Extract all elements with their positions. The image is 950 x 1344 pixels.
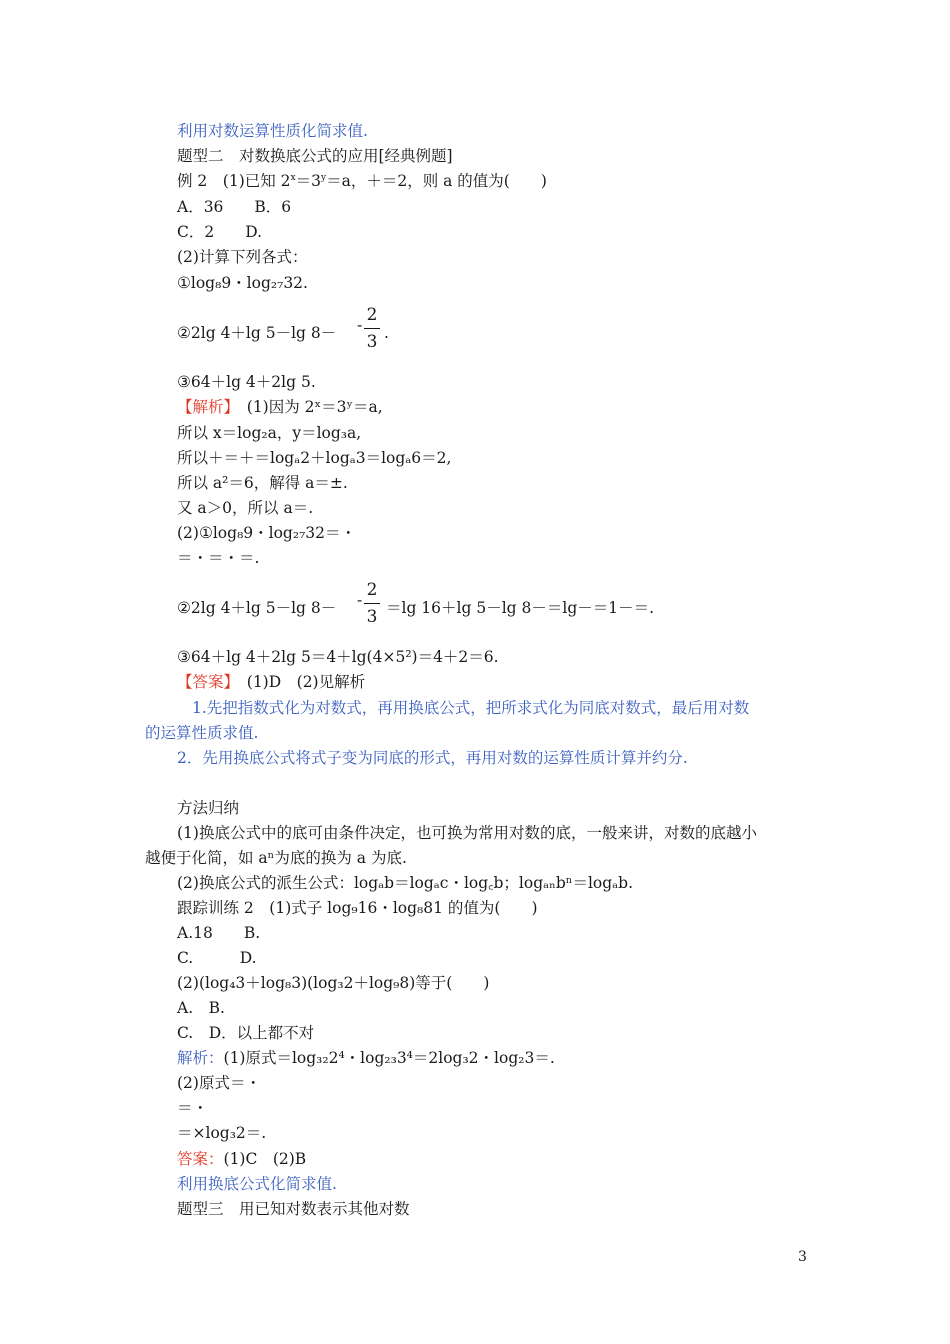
example2-text-b: ＝3 bbox=[295, 172, 321, 190]
analysis-text: (1)因为 2ˣ＝3ʸ＝a, bbox=[231, 398, 383, 416]
l8-neg-sign: - bbox=[357, 591, 363, 609]
fraction-numerator: 2 bbox=[366, 580, 378, 600]
solution-line3: ＝・ bbox=[177, 1099, 209, 1117]
q2-fraction bbox=[364, 304, 380, 353]
training-answer-text: (1)C (2)B bbox=[223, 1150, 307, 1168]
method-line1a: (1)换底公式中的底可由条件决定，也可换为常用对数的底，一般来讲，对数的底越小 bbox=[177, 824, 757, 842]
analysis-line4: 所以 a²＝6，解得 a＝±. bbox=[177, 474, 348, 492]
fraction-numerator: 2 bbox=[366, 305, 378, 325]
q2-expression: ②2lg 4＋lg 5－lg 8－ bbox=[177, 324, 337, 342]
footer-tip: 利用换底公式化简求值. bbox=[177, 1175, 337, 1193]
intro-tip: 利用对数运算性质化简求值. bbox=[177, 122, 368, 140]
l8-fraction bbox=[364, 579, 380, 628]
training-q2: (2)(log₄3＋log₈3)(log₃2＋log₉8)等于( ) bbox=[177, 974, 490, 992]
answer-text: (1)D (2)见解析 bbox=[231, 673, 366, 691]
example2-text-c: ＝a，＋＝2，则 a 的值为( ) bbox=[326, 172, 547, 190]
exponent-y: y bbox=[321, 173, 327, 183]
training-q1-options-ab: A.18 B. bbox=[177, 924, 261, 942]
example2-q2 bbox=[177, 322, 336, 344]
analysis-line8 bbox=[177, 597, 336, 619]
solution-line2: (2)原式＝・ bbox=[177, 1074, 261, 1092]
solution-line4: ＝×log₃2＝. bbox=[177, 1124, 267, 1142]
type2-heading: 题型二 对数换底公式的应用[经典例题] bbox=[177, 147, 453, 165]
solution-label: 解析： bbox=[177, 1049, 224, 1067]
training-q2-options-cd: C. D．以上都不对 bbox=[177, 1024, 315, 1042]
fraction-bar bbox=[364, 603, 380, 604]
page-number: 3 bbox=[798, 1249, 807, 1265]
method-line2: (2)换底公式的派生公式：logₐb＝logₐc・log꜀b；logₐₙbⁿ＝logₐb. bbox=[177, 874, 633, 892]
analysis-label: 【解析】 bbox=[177, 398, 232, 416]
example2-part2: (2)计算下列各式： bbox=[177, 248, 308, 266]
analysis-line3: 所以＋＝＋＝logₐ2＋logₐ3＝logₐ6＝2, bbox=[177, 449, 452, 467]
tip2-line: 2．先用换底公式将式子变为同底的形式，再用对数的运算性质计算并约分. bbox=[177, 749, 688, 767]
solution-line1 bbox=[177, 1047, 555, 1069]
example2-q3: ③64＋lg 4＋2lg 5. bbox=[177, 373, 316, 391]
example2-line1 bbox=[177, 170, 547, 192]
training-q1: 跟踪训练 2 (1)式子 log₉16・log₈81 的值为( ) bbox=[177, 899, 538, 917]
analysis-line7: ＝・＝・＝. bbox=[177, 549, 260, 567]
example2-options-cd: C．2 D. bbox=[177, 223, 263, 241]
l8-expression: ②2lg 4＋lg 5－lg 8－ bbox=[177, 599, 337, 617]
type3-heading: 题型三 用已知对数表示其他对数 bbox=[177, 1200, 410, 1218]
q2-neg-sign: - bbox=[357, 316, 363, 334]
analysis-line9: ③64＋lg 4＋2lg 5＝4＋lg(4×5²)＝4＋2＝6. bbox=[177, 648, 499, 666]
method-line1b: 越便于化简，如 aⁿ为底的换为 a 为底. bbox=[145, 849, 407, 867]
q2-period: . bbox=[384, 324, 389, 342]
tip1-line-b: 的运算性质求值. bbox=[145, 724, 259, 742]
method-title: 方法归纳 bbox=[177, 799, 240, 817]
analysis-line6: (2)①log₈9・log₂₇32＝・ bbox=[177, 524, 356, 542]
example2-options-ab: A．36 B．6 bbox=[177, 198, 292, 216]
fraction-bar bbox=[364, 328, 380, 329]
answer-label: 【答案】 bbox=[177, 673, 232, 691]
solution-text: (1)原式＝log₃₂2⁴・log₂₃3⁴＝2log₃2・log₂3＝. bbox=[223, 1049, 555, 1067]
exponent-x: x bbox=[290, 173, 296, 183]
training-q2-options-ab: A. B. bbox=[177, 999, 225, 1017]
training-q1-options-cd: C. D. bbox=[177, 949, 257, 967]
tip1-line-a: 1.先把指数式化为对数式，再用换底公式，把所求式化为同底对数式，最后用对数 bbox=[192, 699, 750, 717]
analysis-line1 bbox=[177, 396, 383, 418]
fraction-denominator: 3 bbox=[366, 607, 378, 627]
example2-text-a: 例 2 (1)已知 2 bbox=[177, 172, 291, 190]
answer-line bbox=[177, 671, 365, 693]
analysis-line5: 又 a＞0，所以 a＝. bbox=[177, 499, 314, 517]
analysis-line2: 所以 x＝log₂a，y＝log₃a, bbox=[177, 424, 362, 442]
l8-result: ＝lg 16＋lg 5－lg 8－＝lg－＝1－＝. bbox=[386, 599, 655, 617]
training-answer-label: 答案： bbox=[177, 1150, 224, 1168]
fraction-denominator: 3 bbox=[366, 332, 378, 352]
training-answer bbox=[177, 1148, 306, 1170]
example2-q1: ①log₈9・log₂₇32. bbox=[177, 274, 308, 292]
